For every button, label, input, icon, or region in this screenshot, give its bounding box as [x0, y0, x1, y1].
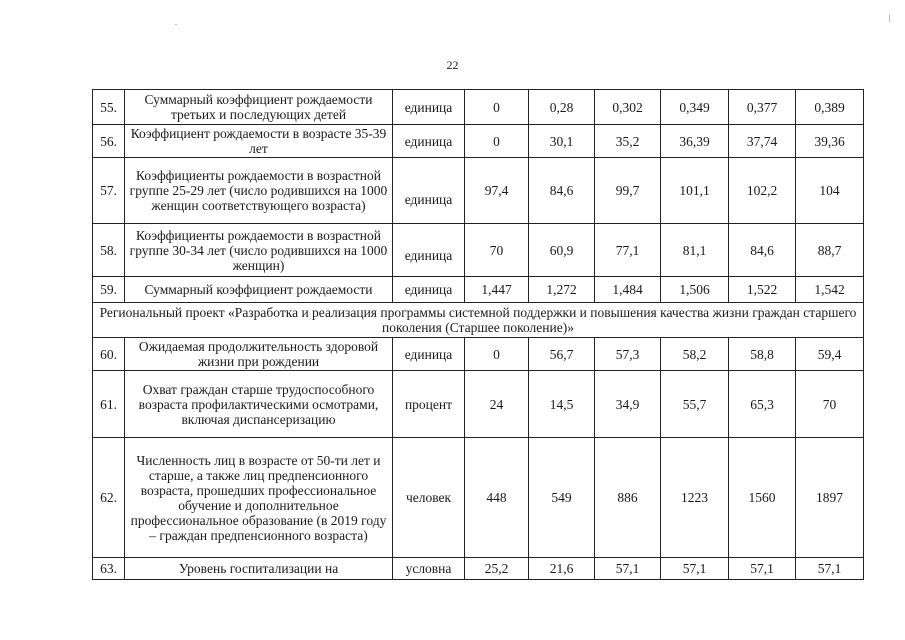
- value-cell: 70: [465, 224, 529, 277]
- value-cell: 35,2: [595, 125, 661, 158]
- row-number: 59.: [93, 277, 125, 303]
- unit-cell: единица: [393, 224, 465, 277]
- value-cell: 70: [796, 371, 864, 438]
- value-cell: 1,522: [729, 277, 796, 303]
- value-cell: 1,447: [465, 277, 529, 303]
- value-cell: 56,7: [529, 338, 595, 371]
- section-row: [93, 303, 864, 338]
- value-cell: 25,2: [465, 558, 529, 580]
- value-cell: 102,2: [729, 158, 796, 224]
- value-cell: 448: [465, 438, 529, 558]
- value-cell: 57,1: [796, 558, 864, 580]
- table-row: [93, 158, 864, 224]
- unit-cell: единица: [393, 125, 465, 158]
- value-cell: 549: [529, 438, 595, 558]
- value-cell: 58,8: [729, 338, 796, 371]
- row-number: 58.: [93, 224, 125, 277]
- table-row: [93, 438, 864, 558]
- value-cell: 30,1: [529, 125, 595, 158]
- unit-cell: единица: [393, 158, 465, 224]
- value-cell: 104: [796, 158, 864, 224]
- table-row: [93, 224, 864, 277]
- value-cell: 37,74: [729, 125, 796, 158]
- value-cell: 58,2: [661, 338, 729, 371]
- value-cell: 21,6: [529, 558, 595, 580]
- indicator-name: Коэффициент рождаемости в возрасте 35-39 лет: [125, 125, 393, 158]
- unit-cell: условна: [393, 558, 465, 580]
- value-cell: 886: [595, 438, 661, 558]
- value-cell: 0,389: [796, 90, 864, 125]
- value-cell: 57,3: [595, 338, 661, 371]
- value-cell: 0: [465, 338, 529, 371]
- value-cell: 55,7: [661, 371, 729, 438]
- page-number: 22: [446, 58, 459, 72]
- value-cell: 57,1: [729, 558, 796, 580]
- value-cell: 84,6: [729, 224, 796, 277]
- indicator-name: Коэффициенты рождаемости в возрастной группе 30-34 лет (число родившихся на 1000 женщин): [125, 224, 393, 277]
- value-cell: 60,9: [529, 224, 595, 277]
- value-cell: 88,7: [796, 224, 864, 277]
- value-cell: 101,1: [661, 158, 729, 224]
- table-row: [93, 90, 864, 125]
- indicator-name: Численность лиц в возрасте от 50-ти лет и старше, а также лиц предпенсионного возраста, прошедших профессиональное обучение и дополнительное профессиональное образование (в 2019 году – граждан предпенсионного возраста): [125, 438, 393, 558]
- value-cell: 1,506: [661, 277, 729, 303]
- value-cell: 39,36: [796, 125, 864, 158]
- row-number: 55.: [93, 90, 125, 125]
- value-cell: 81,1: [661, 224, 729, 277]
- row-number: 57.: [93, 158, 125, 224]
- value-cell: 1,542: [796, 277, 864, 303]
- unit-cell: процент: [393, 371, 465, 438]
- value-cell: 34,9: [595, 371, 661, 438]
- value-cell: 1560: [729, 438, 796, 558]
- indicator-name: Охват граждан старше трудоспособного возраста профилактическими осмотрами, включая диспансеризацию: [125, 371, 393, 438]
- unit-cell: единица: [393, 338, 465, 371]
- value-cell: 24: [465, 371, 529, 438]
- table-row: [93, 125, 864, 158]
- value-cell: 99,7: [595, 158, 661, 224]
- table-row: [93, 371, 864, 438]
- value-cell: 77,1: [595, 224, 661, 277]
- unit-cell: единица: [393, 277, 465, 303]
- section-heading: Региональный проект «Разработка и реализация программы системной поддержки и повышения качества жизни граждан старшего поколения (Старшее поколение)»: [93, 303, 864, 338]
- unit-cell: человек: [393, 438, 465, 558]
- value-cell: 97,4: [465, 158, 529, 224]
- scan-speck: [889, 14, 890, 22]
- value-cell: 65,3: [729, 371, 796, 438]
- row-number: 63.: [93, 558, 125, 580]
- row-number: 60.: [93, 338, 125, 371]
- table-row: [93, 338, 864, 371]
- value-cell: 1,484: [595, 277, 661, 303]
- value-cell: 1897: [796, 438, 864, 558]
- indicator-name: Суммарный коэффициент рождаемости: [125, 277, 393, 303]
- value-cell: 84,6: [529, 158, 595, 224]
- indicator-name: Уровень госпитализации на: [125, 558, 393, 580]
- value-cell: 14,5: [529, 371, 595, 438]
- value-cell: 36,39: [661, 125, 729, 158]
- value-cell: 0,28: [529, 90, 595, 125]
- value-cell: 59,4: [796, 338, 864, 371]
- value-cell: 0,377: [729, 90, 796, 125]
- value-cell: 1223: [661, 438, 729, 558]
- scan-speck: [175, 24, 177, 25]
- row-number: 56.: [93, 125, 125, 158]
- value-cell: 0: [465, 125, 529, 158]
- value-cell: 0,302: [595, 90, 661, 125]
- table-row: [93, 277, 864, 303]
- value-cell: 0: [465, 90, 529, 125]
- value-cell: 57,1: [595, 558, 661, 580]
- row-number: 61.: [93, 371, 125, 438]
- table-row: [93, 558, 864, 580]
- indicator-name: Коэффициенты рождаемости в возрастной группе 25-29 лет (число родившихся на 1000 женщин соответствующего возраста): [125, 158, 393, 224]
- indicator-name: Суммарный коэффициент рождаемости третьих и последующих детей: [125, 90, 393, 125]
- row-number: 62.: [93, 438, 125, 558]
- unit-cell: единица: [393, 90, 465, 125]
- value-cell: 1,272: [529, 277, 595, 303]
- value-cell: 0,349: [661, 90, 729, 125]
- indicator-name: Ожидаемая продолжительность здоровой жизни при рождении: [125, 338, 393, 371]
- value-cell: 57,1: [661, 558, 729, 580]
- indicators-table: [92, 89, 864, 580]
